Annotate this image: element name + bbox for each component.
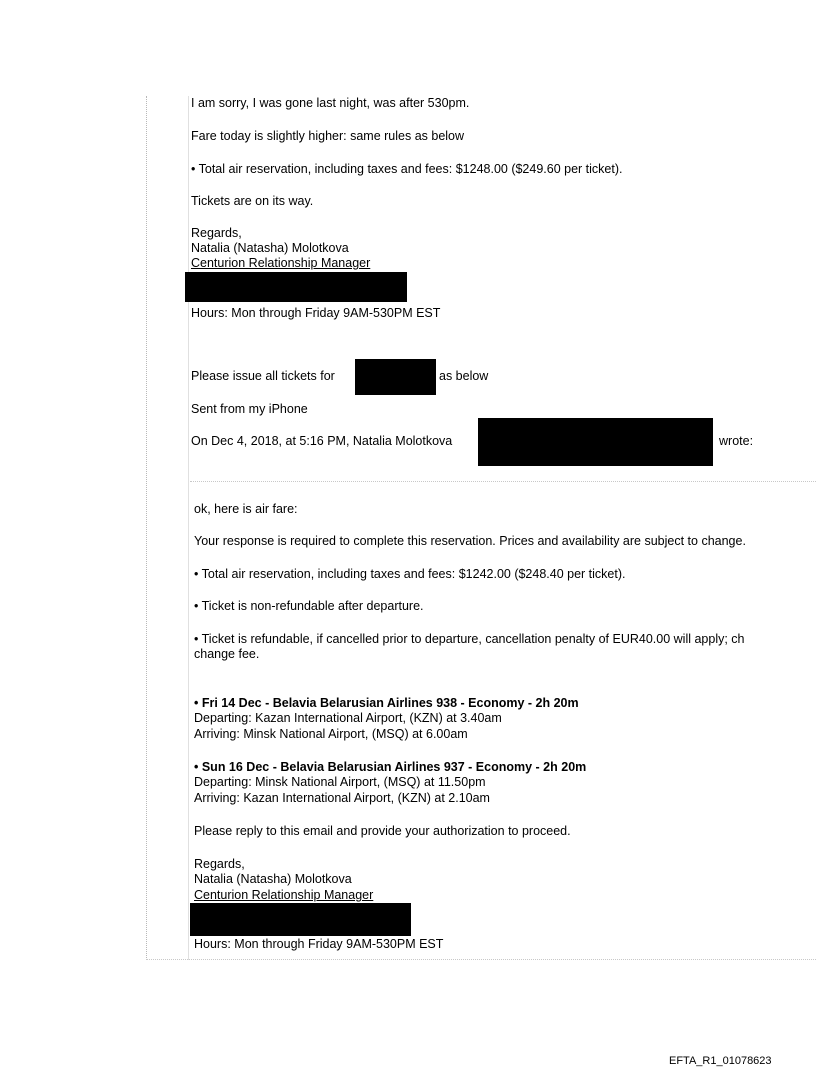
signature-name: Natalia (Natasha) Molotkova [191, 241, 349, 255]
sent-from-line: Sent from my iPhone [191, 402, 308, 416]
issue-tickets-suffix: as below [439, 369, 489, 383]
tickets-note: Tickets are on its way. [191, 194, 314, 208]
refundable-bullet: • Ticket is refundable, if cancelled prior to departure, cancellation penalty of EUR40.00 will apply; ch [194, 632, 745, 646]
quoted-intro: ok, here is air fare: [194, 502, 298, 516]
non-refundable-bullet: • Ticket is non-refundable after departure. [194, 599, 424, 613]
document-id: EFTA_R1_01078623 [669, 1055, 772, 1067]
flight-2-header: • Sun 16 Dec - Belavia Belarusian Airlines 937 - Economy - 2h 20m [194, 760, 587, 774]
flight-2-arriving: Arriving: Kazan International Airport, (KZN) at 2.10am [194, 791, 490, 805]
issue-tickets-prefix: Please issue all tickets for [191, 369, 335, 383]
fare-note: Fare today is slightly higher: same rules as below [191, 129, 465, 143]
reply-request: Please reply to this email and provide your authorization to proceed. [194, 824, 571, 838]
redaction-block [190, 903, 411, 936]
flight-2-departing: Departing: Minsk National Airport, (MSQ) at 11.50pm [194, 775, 486, 789]
quoted-signature-name: Natalia (Natasha) Molotkova [194, 872, 352, 886]
quote-bottom-divider [146, 959, 816, 960]
response-required: Your response is required to complete this reservation. Prices and availability are subject to change. [194, 534, 746, 548]
total-fare-bullet-quoted: • Total air reservation, including taxes and fees: $1242.00 ($248.40 per ticket). [194, 567, 626, 581]
redaction-block [478, 418, 713, 466]
total-fare-bullet: • Total air reservation, including taxes and fees: $1248.00 ($249.60 per ticket). [191, 162, 623, 176]
apology-line: I am sorry, I was gone last night, was after 530pm. [191, 96, 470, 110]
refundable-bullet-continuation: change fee. [194, 647, 260, 661]
quote-top-divider [190, 481, 816, 482]
quote-header-suffix: wrote: [719, 434, 754, 448]
quoted-signature-title: Centurion Relationship Manager [194, 888, 374, 902]
signature-hours: Hours: Mon through Friday 9AM-530PM EST [191, 306, 441, 320]
signature-regards: Regards, [191, 226, 242, 240]
inner-quote-bar [188, 96, 189, 960]
outer-quote-bar [146, 96, 147, 960]
signature-title: Centurion Relationship Manager [191, 256, 371, 270]
redaction-block [355, 359, 436, 395]
quote-header-prefix: On Dec 4, 2018, at 5:16 PM, Natalia Molotkova [191, 434, 453, 448]
redaction-block [185, 272, 407, 302]
quoted-signature-regards: Regards, [194, 857, 245, 871]
flight-1-arriving: Arriving: Minsk National Airport, (MSQ) at 6.00am [194, 727, 468, 741]
flight-1-departing: Departing: Kazan International Airport, (KZN) at 3.40am [194, 711, 502, 725]
flight-1-header: • Fri 14 Dec - Belavia Belarusian Airlines 938 - Economy - 2h 20m [194, 696, 579, 710]
quoted-signature-hours: Hours: Mon through Friday 9AM-530PM EST [194, 937, 444, 951]
